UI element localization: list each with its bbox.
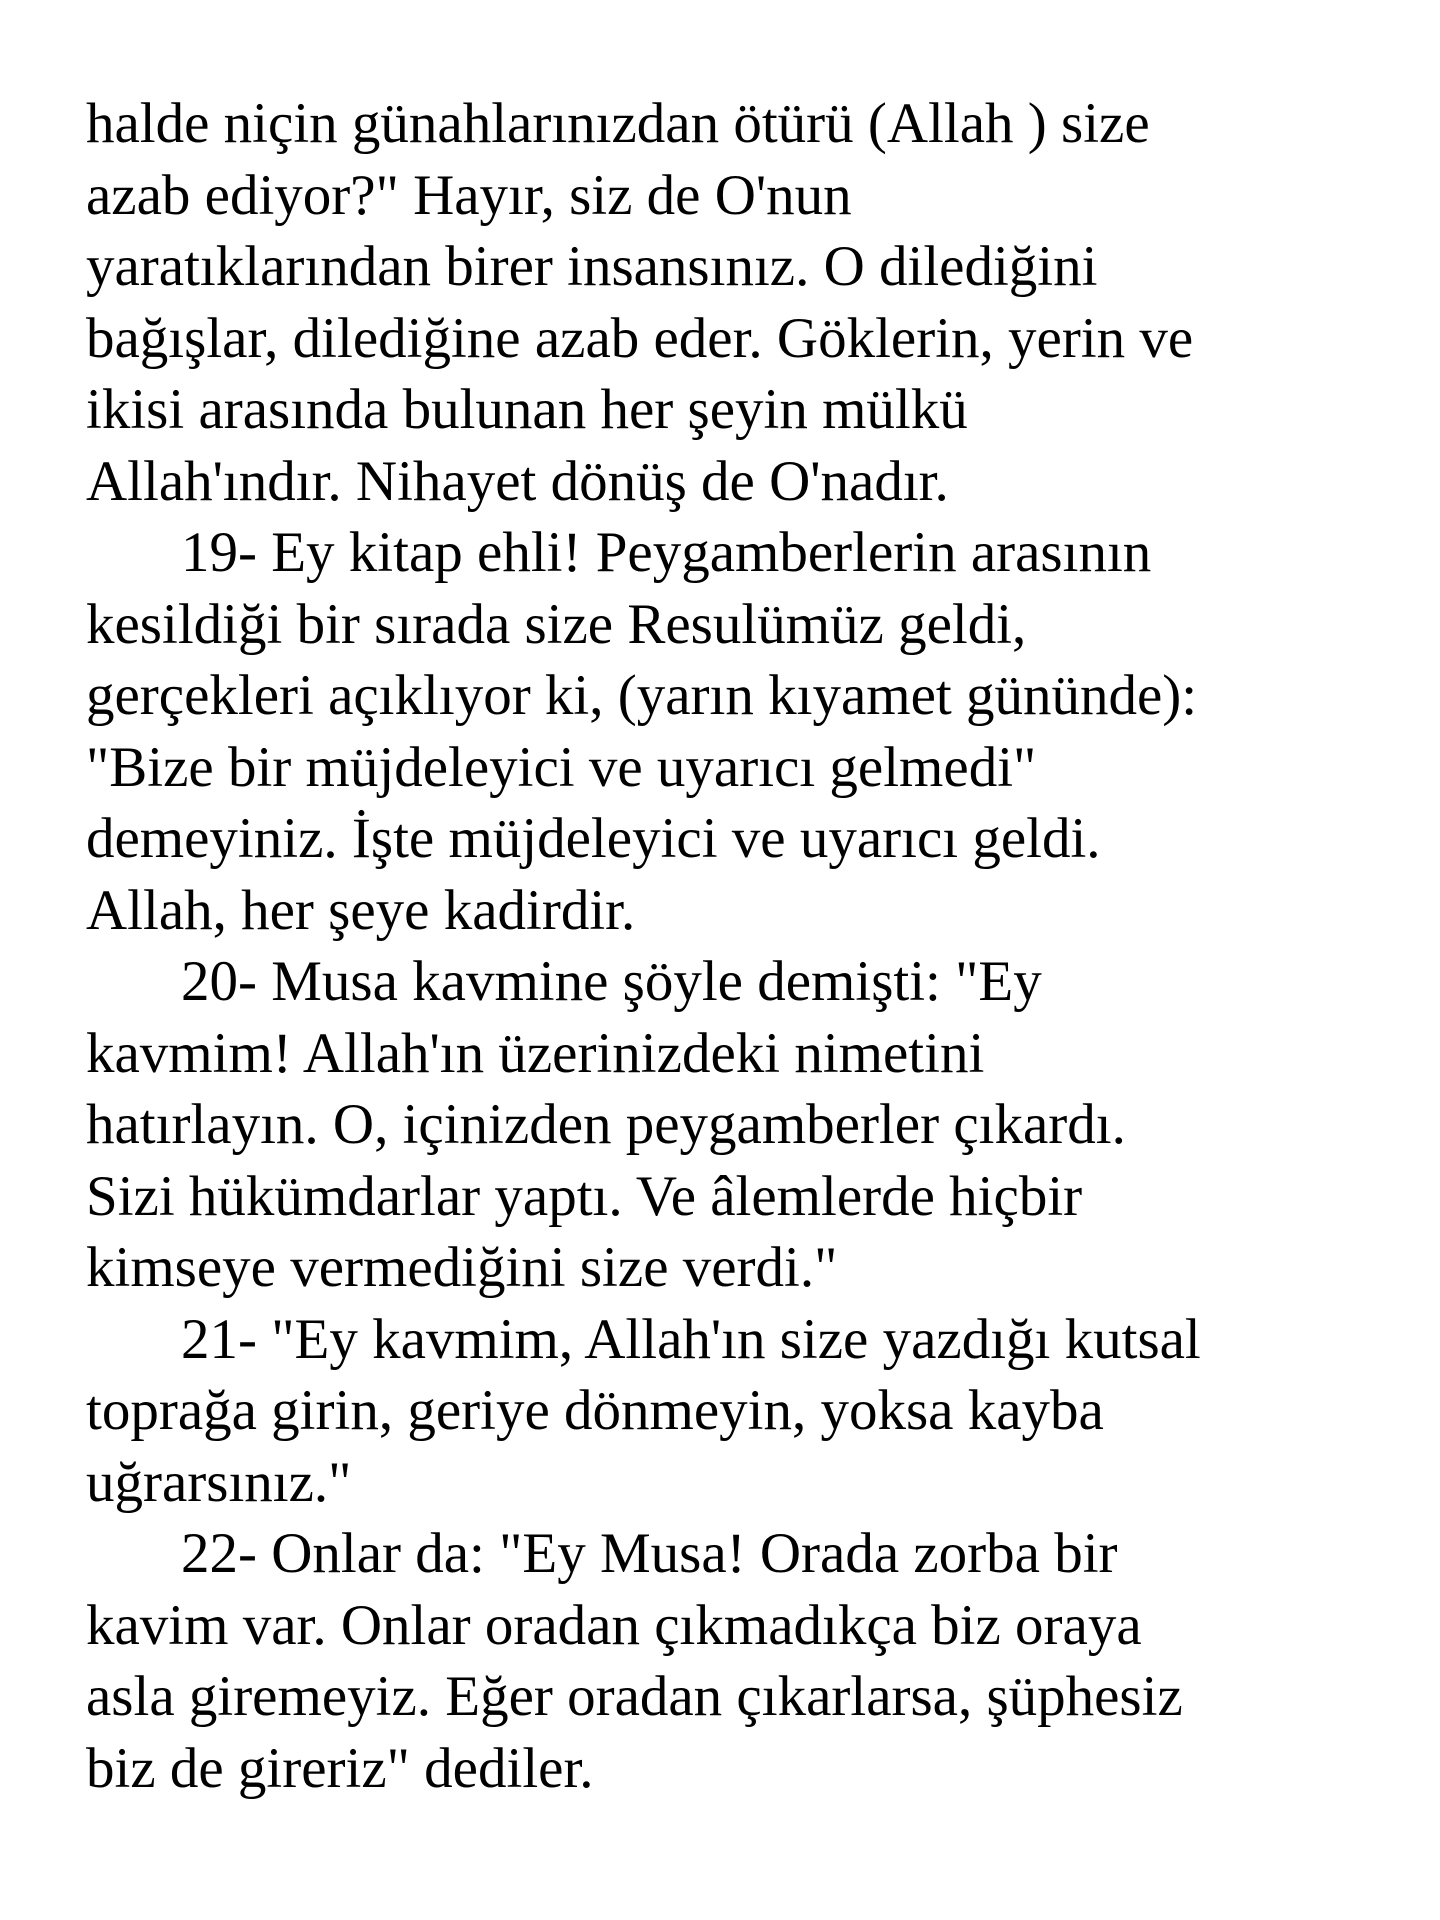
text-line: azab ediyor?" Hayır, siz de O'nun bbox=[86, 163, 852, 227]
paragraph-verse-22 bbox=[86, 1518, 1406, 1804]
text-line: kimseye vermediğini size verdi." bbox=[86, 1236, 838, 1299]
text-line: Allah'ındır. Nihayet dönüş de O'nadır. bbox=[86, 449, 949, 513]
paragraph-continuation bbox=[86, 88, 1406, 517]
text-line: asla giremeyiz. Eğer oradan çıkarlarsa, şüphesiz bbox=[86, 1665, 1183, 1728]
text-line: 21- "Ey kavmim, Allah'ın size yazdığı kutsal bbox=[181, 1307, 1201, 1371]
text-line: 20- Musa kavmine şöyle demişti: "Ey bbox=[181, 950, 1042, 1013]
text-line: bağışlar, dilediğine azab eder. Göklerin, yerin ve bbox=[86, 306, 1194, 370]
text-line: 19- Ey kitap ehli! Peygamberlerin arasının bbox=[181, 521, 1152, 584]
text-line: yaratıklarından birer insansınız. O dilediğini bbox=[86, 235, 1098, 298]
text-line: hatırlayın. O, içinizden peygamberler çıkardı. bbox=[86, 1093, 1126, 1156]
text-line: Allah, her şeye kadirdir. bbox=[86, 878, 636, 942]
text-line: uğrarsınız." bbox=[86, 1450, 352, 1514]
text-line: demeyiniz. İşte müjdeleyici ve uyarıcı geldi. bbox=[86, 807, 1101, 870]
document-page bbox=[86, 88, 1406, 1804]
text-line: gerçekleri açıklıyor ki, (yarın kıyamet gününde): bbox=[86, 664, 1198, 727]
text-line: 22- Onlar da: "Ey Musa! Orada zorba bir bbox=[181, 1522, 1118, 1585]
paragraph-verse-19 bbox=[86, 517, 1406, 946]
text-line: kesildiği bir sırada size Resulümüz geldi, bbox=[86, 592, 1027, 656]
text-line: ikisi arasında bulunan her şeyin mülkü bbox=[86, 378, 968, 441]
text-line: halde niçin günahlarınızdan ötürü (Allah ) size bbox=[86, 92, 1150, 155]
text-line: biz de gireriz" dediler. bbox=[86, 1736, 594, 1800]
paragraph-verse-21 bbox=[86, 1304, 1406, 1519]
paragraph-verse-20 bbox=[86, 946, 1406, 1304]
text-line: kavim var. Onlar oradan çıkmadıkça biz oraya bbox=[86, 1593, 1142, 1657]
text-line: Sizi hükümdarlar yaptı. Ve âlemlerde hiçbir bbox=[86, 1164, 1083, 1228]
text-line: kavmim! Allah'ın üzerinizdeki nimetini bbox=[86, 1021, 985, 1085]
text-line: toprağa girin, geriye dönmeyin, yoksa kayba bbox=[86, 1379, 1104, 1442]
text-line: "Bize bir müjdeleyici ve uyarıcı gelmedi" bbox=[86, 735, 1037, 799]
